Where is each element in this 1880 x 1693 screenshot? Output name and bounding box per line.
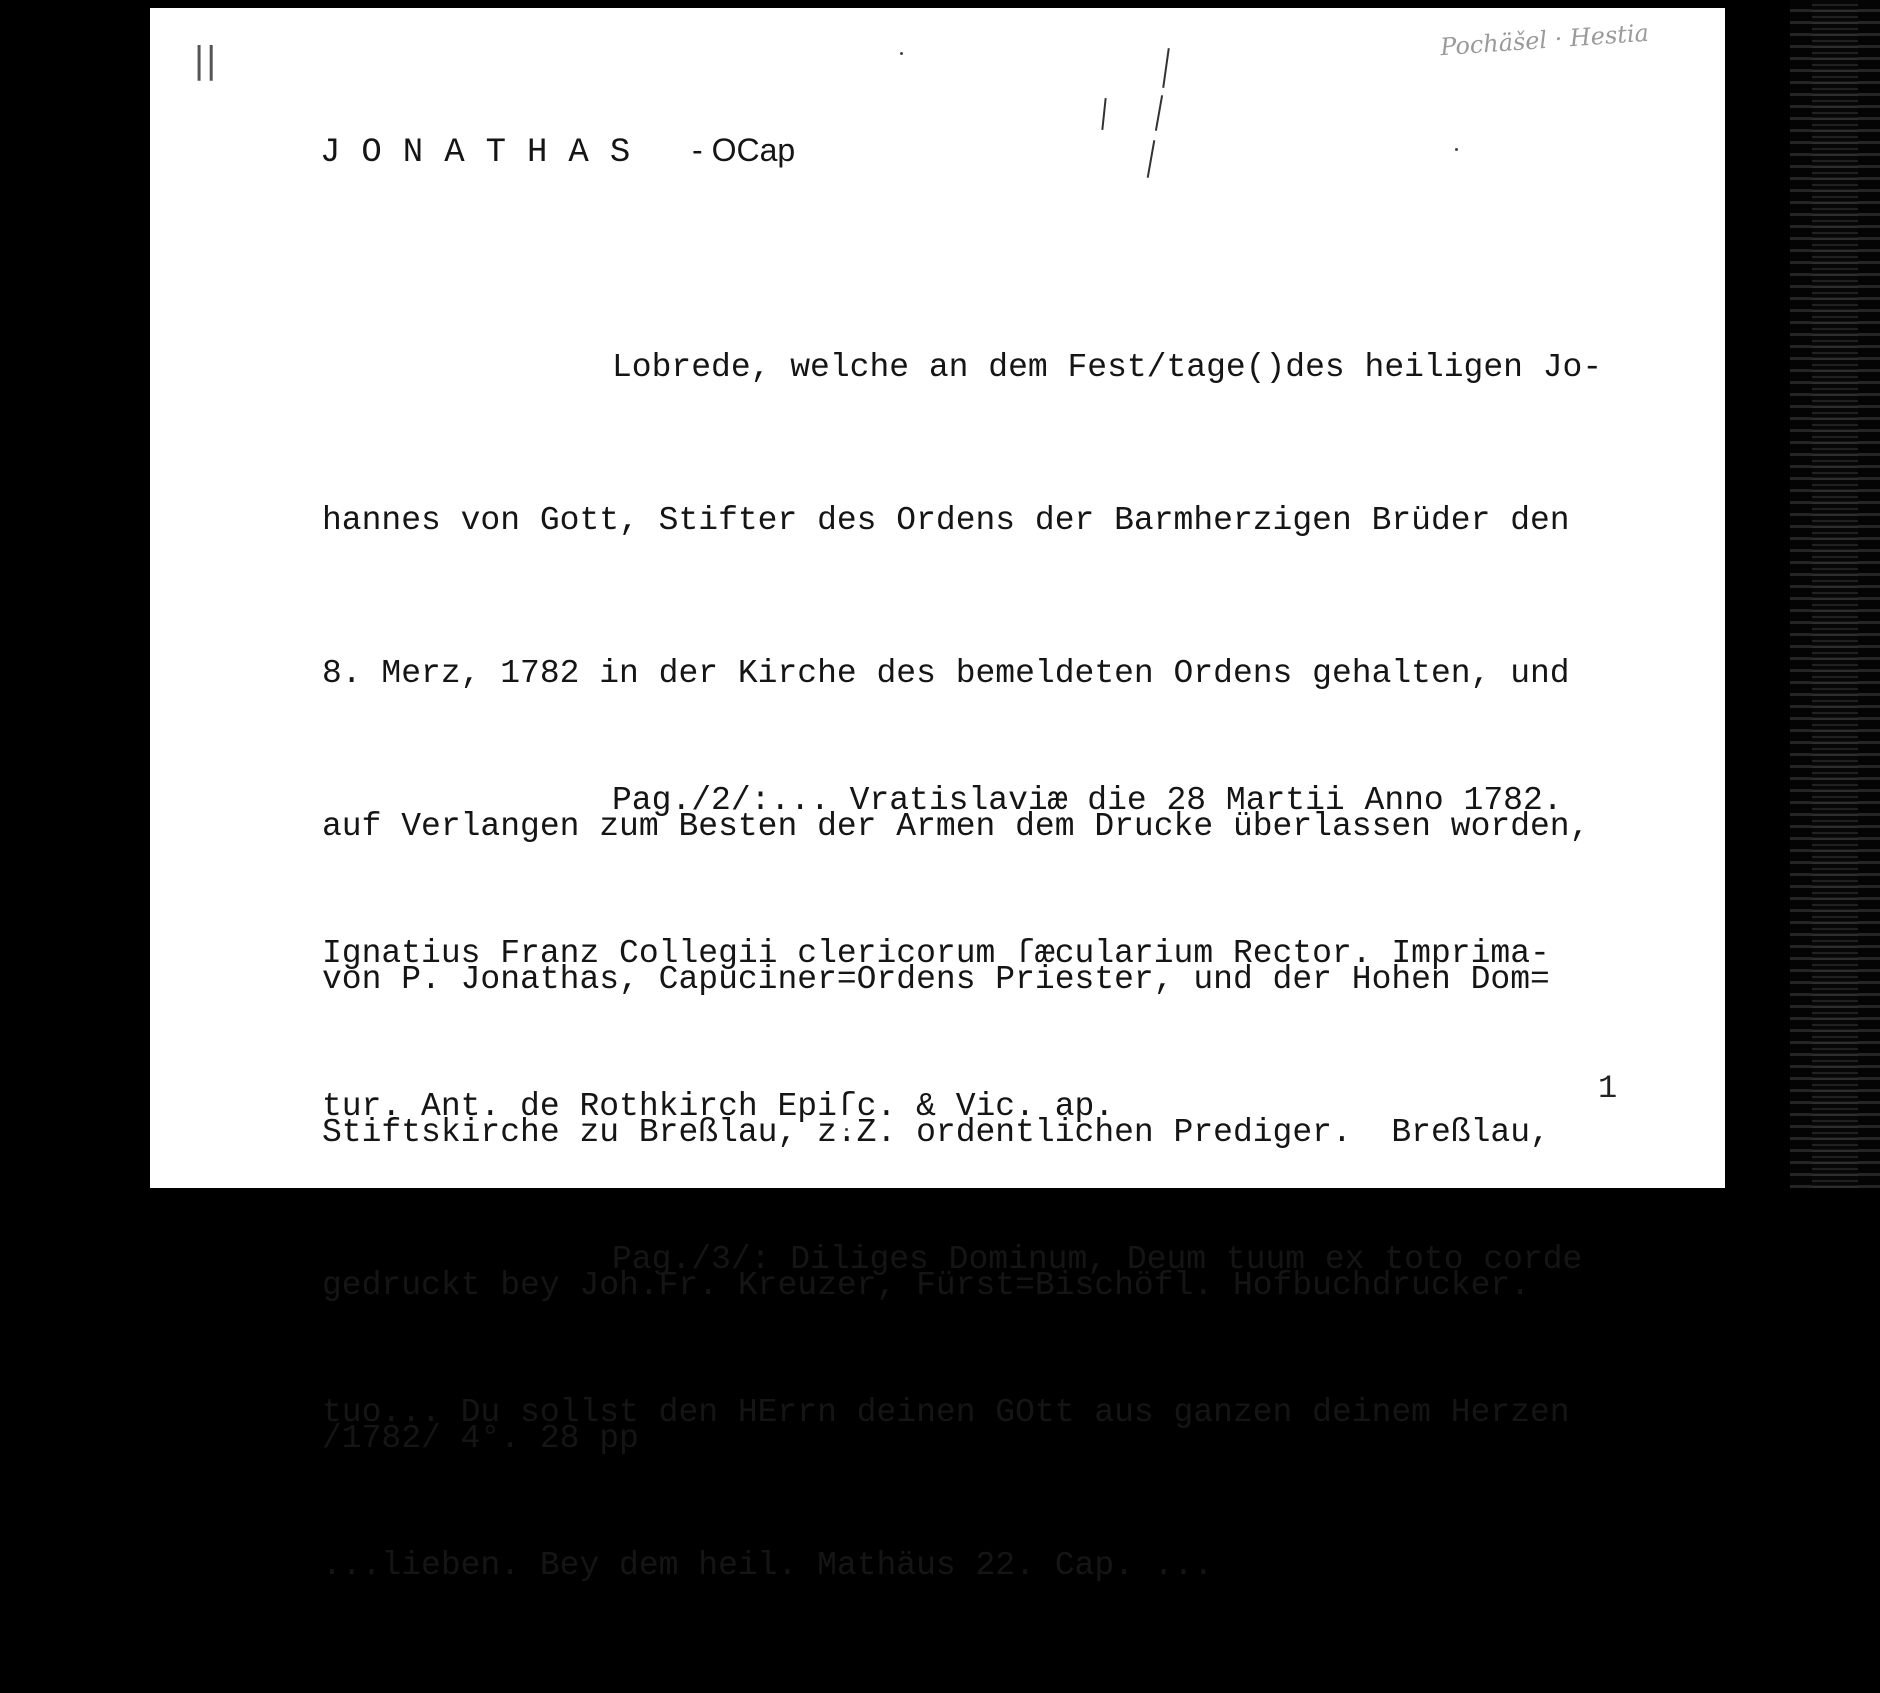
excerpt-line: Pag./3/: Diliges Dominum, Deum tuum ex toto corde xyxy=(612,1241,1583,1278)
excerpt-line: ...lieben. Bey dem heil. Mathäus 22. Cap. ... xyxy=(322,1547,1214,1584)
entry-line: auf Verlangen zum Besten der Armen dem Drucke überlassen worden, xyxy=(322,808,1590,845)
speck xyxy=(1455,148,1458,151)
page-excerpts xyxy=(322,673,1582,1693)
margin-mark: || xyxy=(193,40,218,81)
entry-line: von P. Jonathas, Capuciner=Ordens Priester, und der Hohen Dom= xyxy=(322,961,1550,998)
entry-line: hannes von Gott, Stifter des Ordens der Barmherzigen Brüder den xyxy=(322,502,1570,539)
excerpt-line: Ignatius Franz Collegii clericorum ſæcularium Rector. Imprima- xyxy=(322,935,1550,972)
excerpt-line: tuo... Du sollst den HErrn deinen GOtt aus ganzen deinem Herzen xyxy=(322,1394,1570,1431)
card-heading xyxy=(320,125,795,178)
excerpt-line: Pag./2/:... Vratislaviæ die 28 Martii Anno 1782. xyxy=(612,782,1563,819)
speck xyxy=(900,52,903,55)
entry-line: Stiftskirche zu Breßlau, z.Z. ordentlichen Prediger. Breßlau, xyxy=(322,1114,1550,1151)
entry-line: /1782/ 4°. 28 pp xyxy=(322,1420,639,1457)
order-abbreviation: - OCap xyxy=(692,132,796,168)
page-number: 1 xyxy=(1598,1070,1618,1107)
entry-line: 8. Merz, 1782 in der Kirche des bemeldeten Ordens gehalten, und xyxy=(322,655,1570,692)
author-name: JONATHAS xyxy=(320,134,652,172)
entry-line: gedruckt bey Joh.Fr. Kreuzer, Fürst=Bischöfl. Hofbuchdrucker. xyxy=(322,1267,1530,1304)
handwritten-annotation: Pochäšel · Hestia xyxy=(1439,18,1650,62)
entry-line: Lobrede, welche an dem Fest/tage()des heiligen Jo- xyxy=(612,349,1603,386)
excerpt-line: tur. Ant. de Rothkirch Epiſc. & Vic. ap. xyxy=(322,1088,1115,1125)
film-edge-strip xyxy=(1790,0,1880,1188)
